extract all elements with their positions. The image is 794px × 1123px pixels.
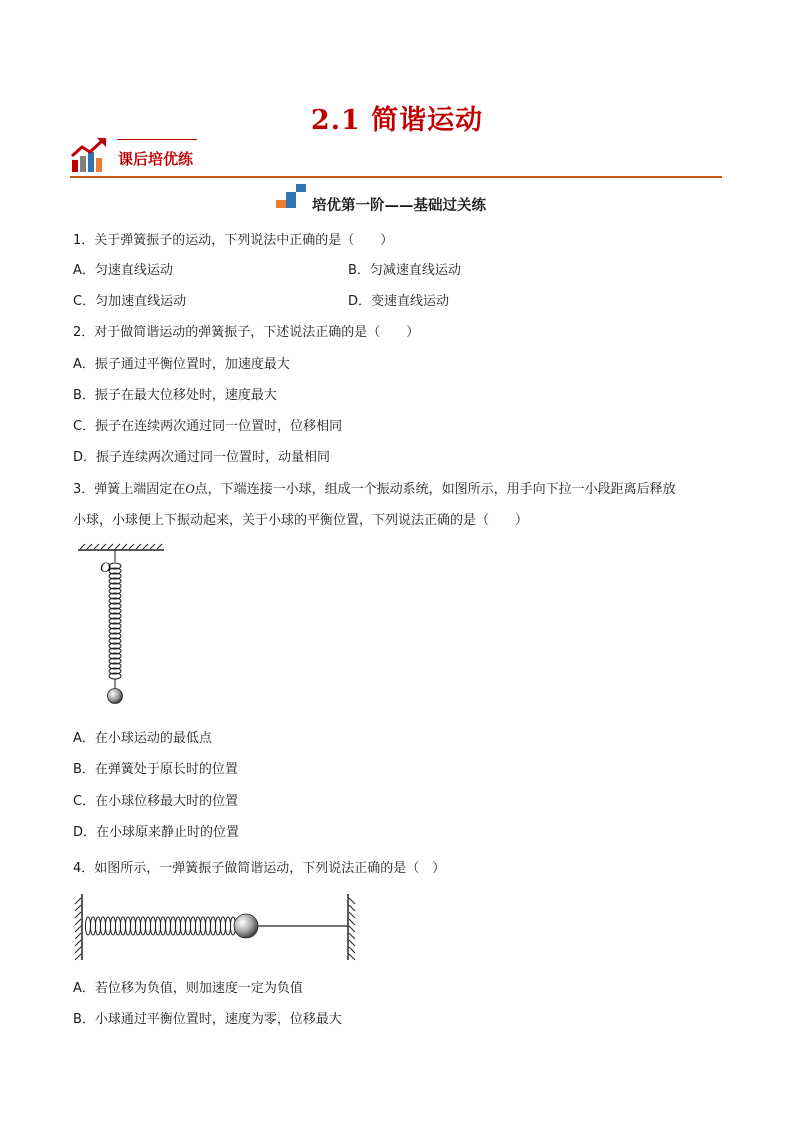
question-1-option-a: A．匀速直线运动 [73, 263, 173, 278]
spring-coils [109, 563, 121, 679]
question-3-stem-var: O [185, 481, 195, 496]
question-3-stem-part1: 3．弹簧上端固定在 [73, 482, 186, 497]
question-4-option-a: A．若位移为负值，则加速度一定为负值 [73, 981, 303, 996]
section-divider [70, 176, 722, 178]
subsection-label: 培优第一阶——基础过关练 [312, 198, 486, 214]
question-4-stem: 4．如图所示，一弹簧振子做简谐运动，下列说法正确的是（ ） [73, 861, 446, 876]
question-1-option-c: C．匀加速直线运动 [73, 294, 187, 309]
question-3-option-d: D．在小球原来静止时的位置 [73, 825, 240, 840]
question-3-option-c: C．在小球位移最大时的位置 [73, 794, 239, 809]
horizontal-spring-figure [70, 890, 360, 962]
question-3-stem [73, 478, 676, 497]
page-title: 2.1 简谐运动 [310, 105, 484, 136]
ceiling-support [78, 544, 164, 550]
horizontal-spring-coils [85, 917, 235, 935]
question-1-option-b: B．匀减速直线运动 [348, 263, 461, 278]
question-2-option-a: A．振子通过平衡位置时，加速度最大 [73, 357, 290, 372]
ball [108, 689, 123, 704]
question-2-option-b: B．振子在最大位移处时，速度最大 [73, 388, 277, 403]
question-3-option-a: A．在小球运动的最低点 [73, 731, 212, 746]
stairs-icon [274, 182, 310, 210]
question-1-stem: 1．关于弹簧振子的运动，下列说法中正确的是（ ） [73, 233, 394, 248]
header-top-line [117, 139, 197, 140]
section-label: 课后培优练 [118, 150, 194, 168]
section-header [70, 136, 722, 178]
question-1-option-d: D．变速直线运动 [348, 294, 450, 309]
question-4-option-b: B．小球通过平衡位置时，速度为零，位移最大 [73, 1012, 342, 1027]
subsection-header [0, 180, 794, 214]
question-3-stem-part2: 点，下端连接一小球，组成一个振动系统，如图所示，用手向下拉一小段距离后释放 [194, 482, 676, 497]
ball [234, 914, 258, 938]
question-2-option-d: D．振子连续两次通过同一位置时，动量相同 [73, 450, 331, 465]
vertical-spring-figure [72, 542, 172, 710]
right-wall [348, 894, 355, 960]
question-2-option-c: C．振子在连续两次通过同一位置时，位移相同 [73, 419, 343, 434]
question-3-stem-line2: 小球，小球便上下振动起来，关于小球的平衡位置，下列说法正确的是（ ） [73, 513, 529, 528]
chart-growth-icon [70, 136, 110, 174]
left-wall [75, 894, 82, 960]
question-2-stem: 2．对于做简谐运动的弹簧振子，下述说法正确的是（ ） [73, 325, 420, 340]
point-o-label: O [100, 560, 111, 576]
question-3-option-b: B．在弹簧处于原长时的位置 [73, 762, 238, 777]
